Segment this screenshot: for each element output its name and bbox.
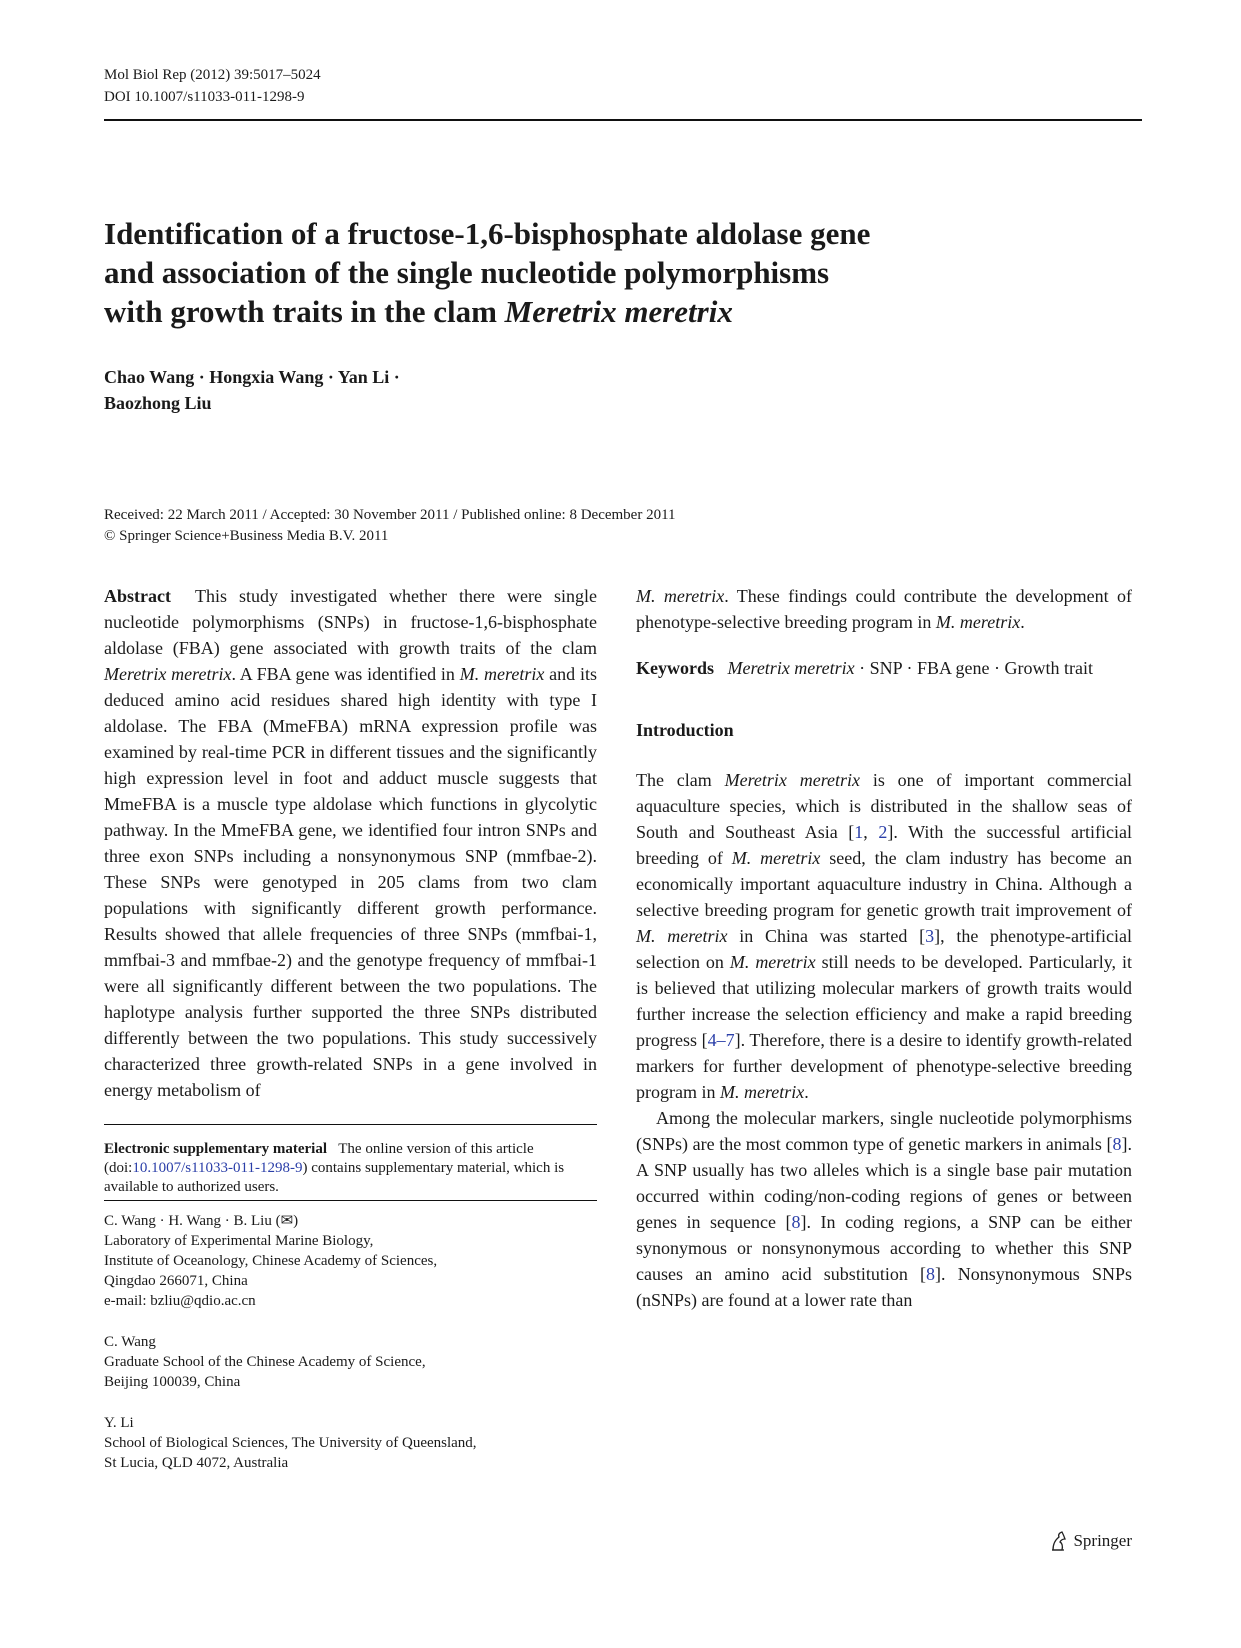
title-species: Meretrix meretrix — [504, 294, 733, 329]
title-line-1: Identification of a fructose-1,6-bisphosphate aldolase gene — [104, 216, 871, 251]
copyright-line: © Springer Science+Business Media B.V. 2011 — [104, 528, 389, 544]
esm-note: Electronic supplementary material The online version of this article (doi:10.1007/s11033-011-1298-9) contains supplementary material, which is available to authorized users. — [104, 1141, 565, 1195]
journal-citation-block — [104, 64, 321, 108]
ref-link[interactable]: 1 — [854, 822, 864, 842]
abstract-text: Abstract This study investigated whether there were single nucleotide polymorphisms (SNPs) in fructose-1,6-bisphosphate aldolase (FBA) gene associated with growth traits of the clam Meretrix meretrix. A FBA gene was identified in M. meretrix and its deduced amino acid residues shared high identity with type I aldolase. The FBA (MmeFBA) mRNA expression profile was examined by real-time PCR in different tissues and the significantly high expression level in foot and adduct muscle suggests that MmeFBA is a muscle type aldolase which functions in glycolytic pathway. In the MmeFBA gene, we identified four intron SNPs and three exon SNPs including a nonsynonymous SNP (mmfbae-2). These SNPs were genotyped in 205 clams from two clam populations with significantly different growth performance. Results showed that allele frequencies of three SNPs (mmfbai-1, mmfbai-3 and mmfbae-2) and the genotype frequency of mmfbai-1 were all significantly different between the two populations. The haplotype analysis further supported the three SNPs distributed differently between the two populations. This study successively characterized three growth-related SNPs in a gene involved in energy metabolism of — [104, 586, 598, 1100]
header-rule — [104, 119, 1142, 121]
keywords: Keywords Meretrix meretrix · SNP · FBA gene · Growth trait — [636, 658, 1093, 678]
intro-paragraph-1: The clam Meretrix meretrix is one of important commercial aquaculture species, which is distributed in the shallow seas of South and Southeast Asia [1, 2]. With the successful artificial breeding of M. meretrix seed, the clam industry has become an economically important aquaculture industry in China. Although a selective breeding program for genetic growth trait improvement of M. meretrix in China was started [3], the phenotype-artificial selection on M. meretrix still needs to be developed. Particularly, it is believed that utilizing molecular markers of growth traits would further increase the selection efficiency and make a rapid breeding progress [4–7]. Therefore, there is a desire to identify growth-related markers for further development of phenotype-selective breeding program in M. meretrix. — [636, 770, 1133, 1102]
ref-link[interactable]: 8 — [791, 1212, 801, 1232]
abstract-continuation — [636, 583, 1132, 635]
keywords-heading: Keywords — [636, 658, 714, 678]
ref-link[interactable]: 8 — [926, 1264, 936, 1284]
publisher-name: Springer — [1073, 1531, 1132, 1550]
ref-link[interactable]: 2 — [878, 822, 888, 842]
authors-line-2: Baozhong Liu — [104, 393, 212, 413]
title-line-2: and association of the single nucleotide polymorphisms — [104, 255, 830, 290]
ref-link[interactable]: 8 — [1112, 1134, 1122, 1154]
abstract-column — [104, 583, 597, 1103]
esm-doi-link[interactable]: 10.1007/s11033-011-1298-9 — [132, 1160, 303, 1176]
esm-heading: Electronic supplementary material — [104, 1141, 328, 1157]
dates-line: Received: 22 March 2011 / Accepted: 30 November 2011 / Published online: 8 December 2011 — [104, 507, 676, 523]
ref-link[interactable]: 3 — [925, 926, 935, 946]
affiliation-3: Y. Li School of Biological Sciences, The University of Queensland, St Lucia, QLD 4072, Australia — [104, 1415, 477, 1471]
affiliation-1: C. Wang · H. Wang · B. Liu (✉) Laboratory of Experimental Marine Biology, Institute of Oceanology, Chinese Academy of Sciences, Qingdao 266071, China e-mail: bzliu@qdio.ac.cn — [104, 1211, 597, 1311]
affiliation-2: C. Wang Graduate School of the Chinese Academy of Science, Beijing 100039, China — [104, 1334, 426, 1390]
title-line-3: with growth traits in the clam Meretrix meretrix — [104, 294, 733, 329]
article-title — [104, 214, 1004, 331]
journal-citation: Mol Biol Rep (2012) 39:5017–5024 — [104, 67, 321, 83]
abstract-tail: M. meretrix. These findings could contribute the development of phenotype-selective breeding program in M. meretrix. — [636, 586, 1132, 632]
springer-horse-icon — [1049, 1530, 1069, 1552]
footnote-rule — [104, 1124, 597, 1125]
email[interactable]: e-mail: bzliu@qdio.ac.cn — [104, 1293, 256, 1309]
intro-paragraph-2: Among the molecular markers, single nucleotide polymorphisms (SNPs) are the most common type of genetic markers in animals [8]. A SNP usually has two alleles which is a single base pair mutation occurred within coding/non-coding regions of genes or between genes in sequence [8]. In coding regions, a SNP can be either synonymous or nonsynonymous according to whether this SNP causes an amino acid substitution [8]. Nonsynonymous SNPs (nSNPs) are found at a lower rate than — [636, 1108, 1132, 1310]
ref-link[interactable]: 4–7 — [707, 1030, 735, 1050]
author-list — [104, 364, 400, 416]
footnote-rule-2 — [104, 1200, 597, 1201]
right-column — [636, 583, 1132, 1313]
publication-dates — [104, 505, 676, 547]
section-introduction: Introduction — [636, 720, 734, 740]
authors-line-1: Chao Wang · Hongxia Wang · Yan Li · — [104, 367, 400, 387]
abstract-heading: Abstract — [104, 586, 171, 606]
publisher-logo — [1049, 1530, 1132, 1552]
journal-doi: DOI 10.1007/s11033-011-1298-9 — [104, 89, 305, 105]
